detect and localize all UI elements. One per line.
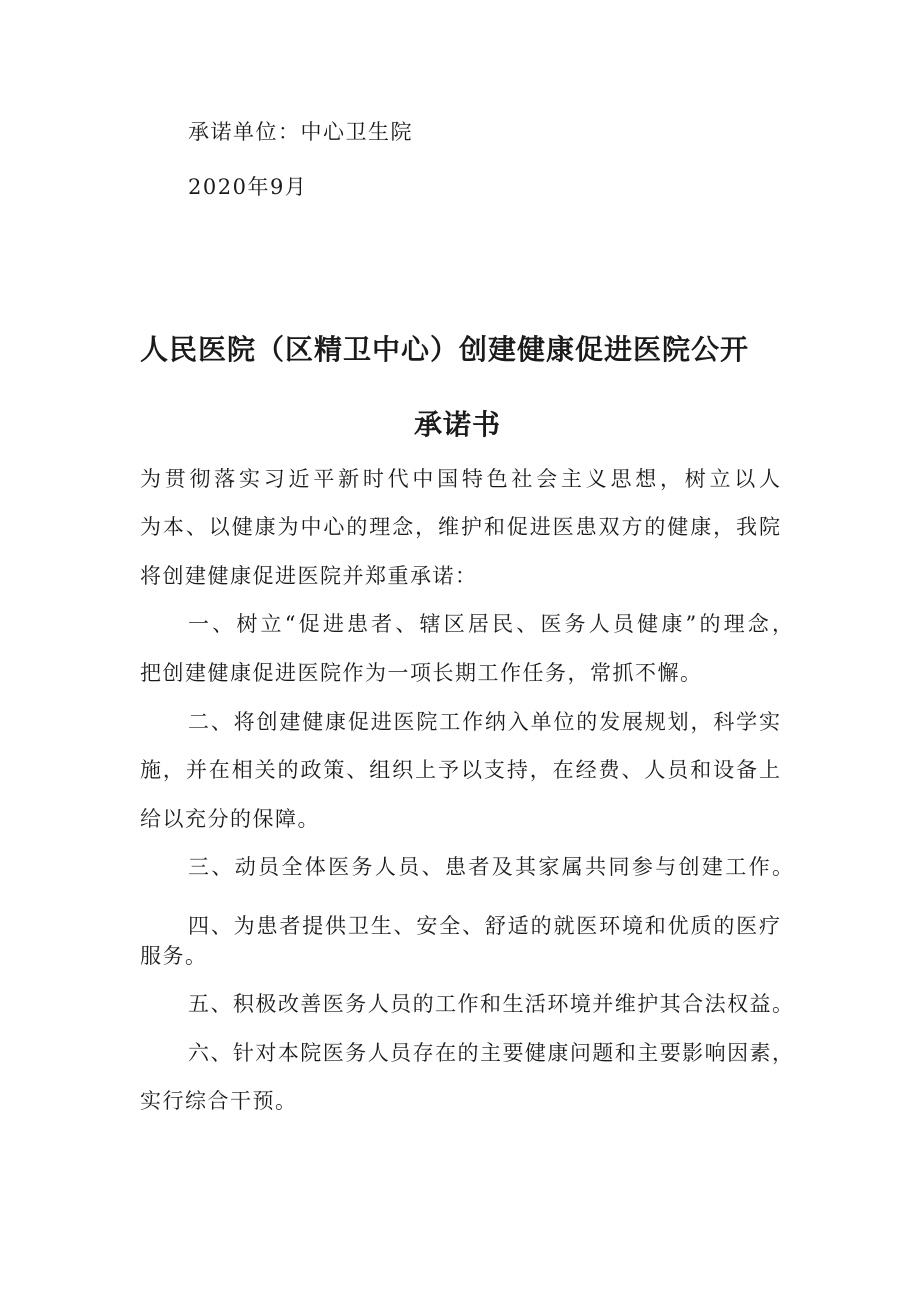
item-1-line-1: 一、树立“促进患者、辖区居民、医务人员健康”的理念，: [188, 612, 793, 636]
intro-line-1: 为贯彻落实习近平新时代中国特色社会主义思想，树立以人: [140, 467, 780, 491]
item-1-line-2: 把创建健康促进医院作为一项长期工作任务，常抓不懈。: [140, 661, 703, 685]
intro-line-2: 为本、以健康为中心的理念，维护和促进医患双方的健康，我院: [140, 515, 780, 539]
document-title-line-1: 人民医院（区精卫中心）创建健康促进医院公开: [140, 333, 750, 366]
item-4-line-2: 服务。: [140, 944, 208, 968]
item-2-line-1: 二、将创建健康促进医院工作纳入单位的发展规划，科学实: [188, 710, 780, 734]
item-5-line-1: 五、积极改善医务人员的工作和生活环境并维护其合法权益。: [188, 992, 793, 1016]
item-6-line-2: 实行综合干预。: [140, 1089, 298, 1113]
intro-line-3: 将创建健康促进医院并郑重承诺：: [140, 564, 478, 588]
commitment-unit-line: 承诺单位：中心卫生院: [188, 120, 413, 144]
item-2-line-2: 施，并在相关的政策、组织上予以支持，在经费、人员和设备上: [140, 758, 780, 782]
item-4-line-1: 四、为患者提供卫生、安全、舒适的就医环境和优质的医疗: [188, 914, 780, 938]
item-3-line-1: 三、动员全体医务人员、患者及其家属共同参与创建工作。: [188, 855, 793, 879]
item-2-line-3: 给以充分的保障。: [140, 807, 320, 831]
date-line: 2020年9月: [188, 175, 308, 199]
document-title-line-2: 承诺书: [414, 408, 502, 441]
item-6-line-1: 六、针对本院医务人员存在的主要健康问题和主要影响因素，: [188, 1041, 793, 1065]
